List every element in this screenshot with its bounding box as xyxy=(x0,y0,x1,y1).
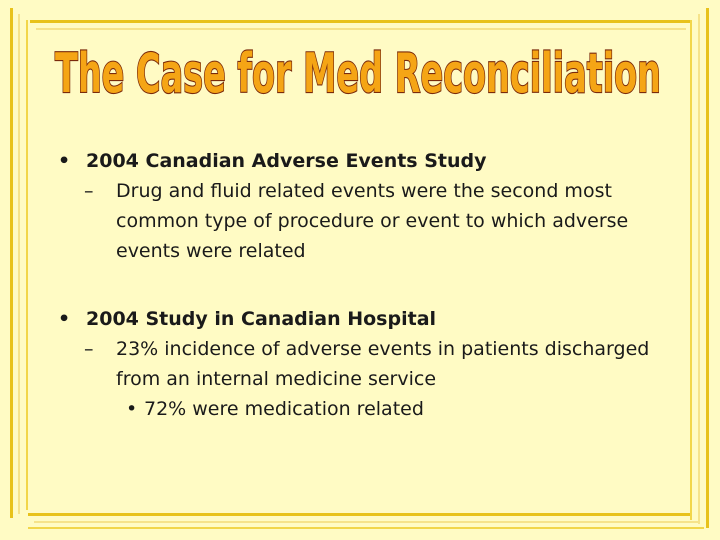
frame-right-bar xyxy=(706,8,709,528)
slide-title xyxy=(48,38,668,102)
frame-right-bar-pale xyxy=(698,14,700,524)
sub-bullet-text: 23% incidence of adverse events in patients discharged from an internal medicine service xyxy=(116,338,650,390)
sub-sub-bullet-medication-related xyxy=(126,394,678,424)
sub-bullet-marker: – xyxy=(84,338,94,360)
bullet-canadian-adverse-events-study xyxy=(58,146,678,176)
bullet-marker: • xyxy=(58,308,71,330)
sub-bullet-drug-fluid-events xyxy=(84,176,678,266)
frame-left-bar-pale xyxy=(18,14,20,514)
bullet-marker: • xyxy=(58,150,71,172)
sub-sub-bullet-marker: • xyxy=(126,398,138,420)
frame-left-bar xyxy=(10,8,13,518)
frame-right-inner-bar xyxy=(690,20,692,520)
bullet-canadian-hospital-study xyxy=(58,304,678,334)
frame-bottom-bar-pale xyxy=(34,521,698,523)
sub-bullet-adverse-event-incidence xyxy=(84,334,678,394)
bullet-heading: 2004 Study in Canadian Hospital xyxy=(86,308,437,330)
frame-top-bar xyxy=(30,20,690,23)
frame-bottom-inner-bar xyxy=(28,527,704,529)
frame-top-bar-pale xyxy=(36,28,686,30)
slide-title-text: The Case for Med Reconciliation xyxy=(55,42,661,102)
bullet-heading: 2004 Canadian Adverse Events Study xyxy=(86,150,487,172)
slide-content xyxy=(58,146,678,424)
sub-sub-bullet-text: 72% were medication related xyxy=(144,398,424,420)
frame-bottom-bar xyxy=(28,513,690,516)
sub-bullet-marker: – xyxy=(84,180,94,202)
frame-left-inner-bar xyxy=(26,20,28,510)
sub-bullet-text: Drug and fluid related events were the second most common type of procedure or event to which adverse events were related xyxy=(116,180,629,262)
